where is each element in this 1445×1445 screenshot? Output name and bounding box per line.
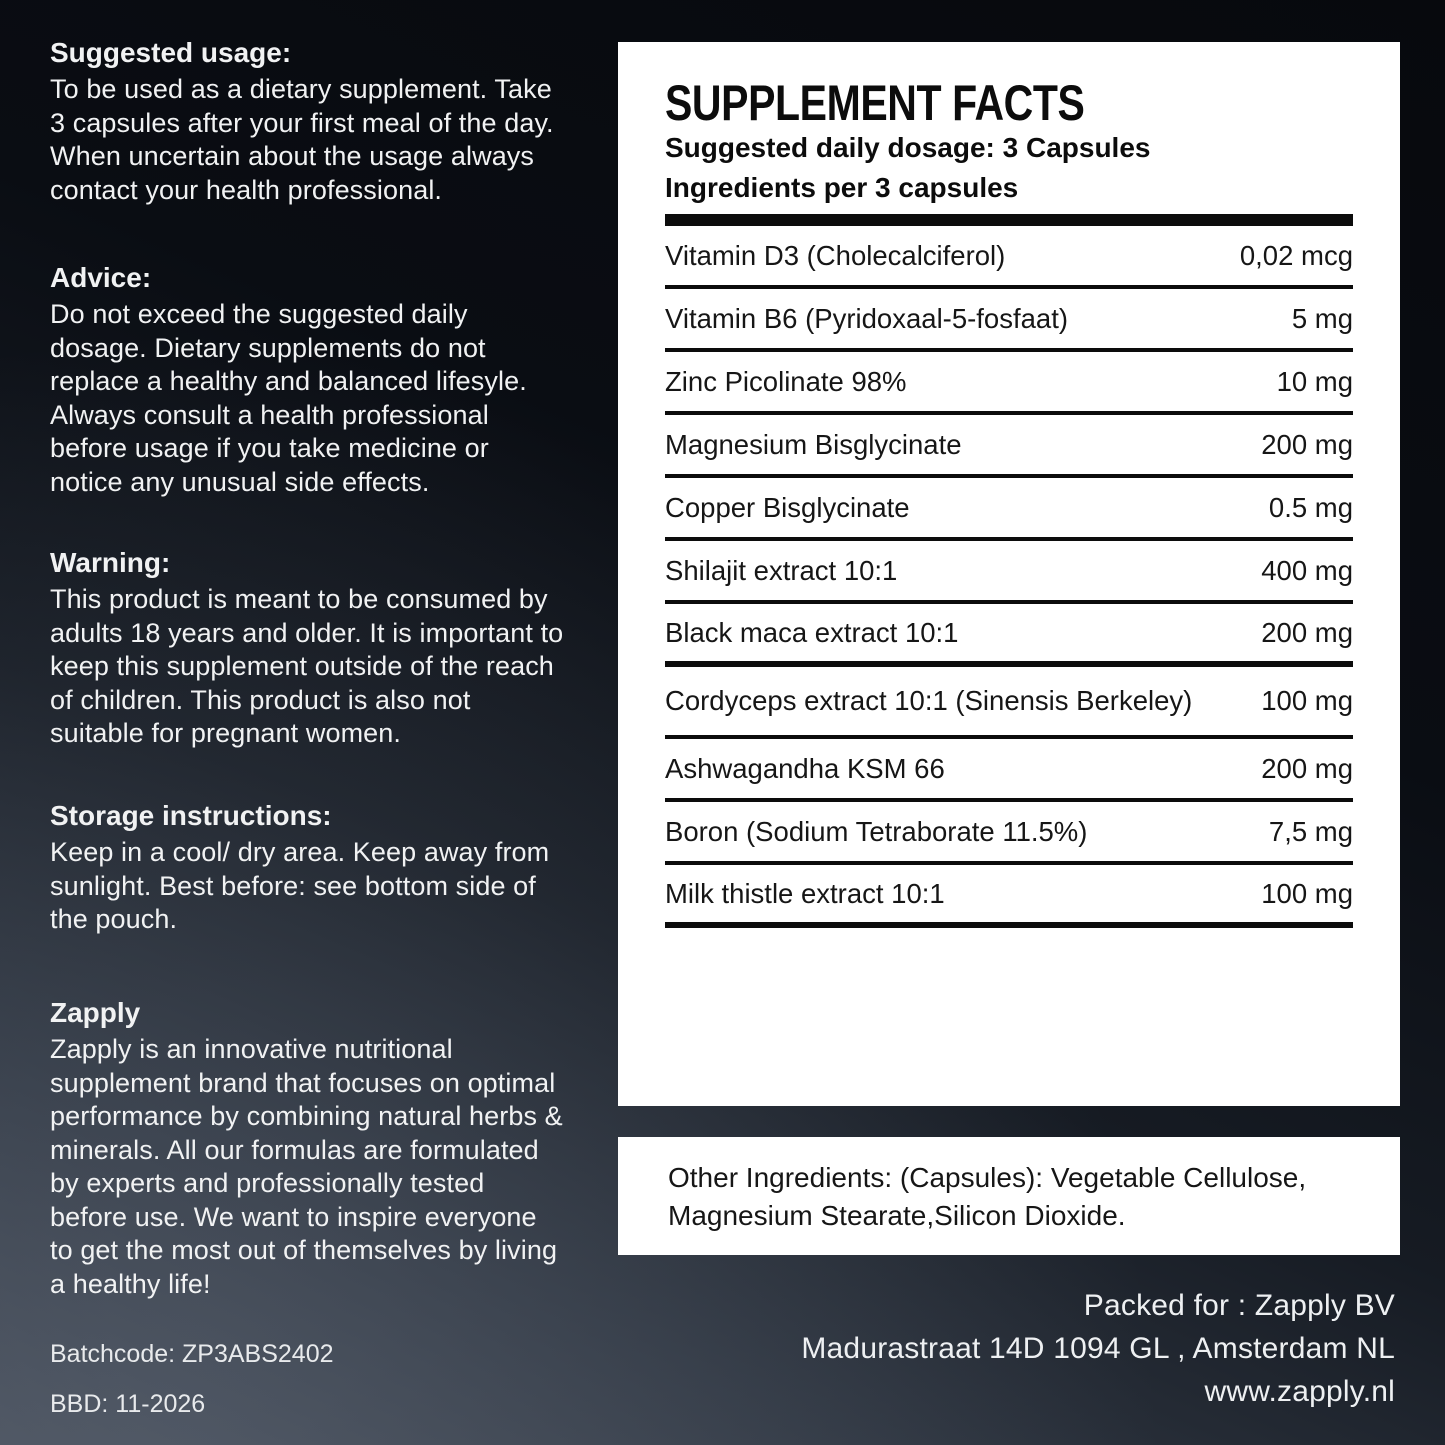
ingredient-row	[665, 478, 1353, 541]
ingredient-row	[665, 865, 1353, 928]
ingredient-name: Shilajit extract 10:1	[665, 554, 898, 586]
ingredient-row	[665, 739, 1353, 802]
ingredient-name: Boron (Sodium Tetraborate 11.5%)	[665, 815, 1088, 847]
address-line: Madurastraat 14D 1094 GL , Amsterdam NL	[801, 1332, 1395, 1365]
section-advice	[50, 261, 564, 499]
ingredient-name: Copper Bisglycinate	[665, 491, 910, 523]
section-heading: Warning:	[50, 547, 171, 578]
dosage-line: Suggested daily dosage: 3 Capsules	[665, 132, 1151, 163]
section-warning	[50, 546, 564, 751]
ingredient-amount: 100 mg	[1261, 685, 1353, 716]
facts-title: SUPPLEMENT FACTS	[665, 75, 1085, 131]
section-heading: Storage instructions:	[50, 800, 332, 831]
ingredient-amount: 10 mg	[1276, 365, 1353, 397]
other-ingredients-text: Other Ingredients: (Capsules): Vegetable Cellulose, Magnesium Stearate,Silicon Dioxide.	[668, 1162, 1307, 1231]
ingredient-row	[665, 289, 1353, 352]
ingredient-name: Ashwagandha KSM 66	[665, 752, 945, 784]
ingredient-name: Magnesium Bisglycinate	[665, 428, 962, 460]
other-ingredients-panel	[618, 1137, 1400, 1255]
per-capsules-line: Ingredients per 3 capsules	[665, 172, 1019, 203]
ingredient-name: Vitamin B6 (Pyridoxaal-5-fosfaat)	[665, 302, 1068, 334]
table-header-bar	[665, 214, 1353, 226]
ingredient-row	[665, 352, 1353, 415]
ingredient-row	[665, 415, 1353, 478]
ingredient-name: Cordyceps extract 10:1 (Sinensis Berkeley)	[665, 685, 1193, 716]
section-heading: Suggested usage:	[50, 37, 292, 68]
ingredient-amount: 200 mg	[1261, 616, 1353, 648]
ingredient-amount: 200 mg	[1261, 752, 1353, 784]
ingredient-amount: 7,5 mg	[1268, 815, 1353, 847]
ingredient-amount: 100 mg	[1261, 877, 1353, 909]
ingredient-row	[665, 802, 1353, 865]
batchcode-text: Batchcode: ZP3ABS2402	[50, 1340, 334, 1368]
ingredient-row	[665, 604, 1353, 667]
section-body: Do not exceed the suggested daily dosage. Dietary supplements do not replace a healthy and balanced lifesyle. Always consult a health professional before usage if you take medicine or notice any unusual side effects.	[50, 299, 527, 497]
section-body: Zapply is an innovative nutritional supplement brand that focuses on optimal performance by combining natural herbs & minerals. All our formulas are formulated by experts and professionally tested before use. We want to inspire everyone to get the most out of themselves by living a healthy life!	[50, 1034, 563, 1299]
ingredient-amount: 0.5 mg	[1268, 491, 1353, 523]
ingredient-amount: 400 mg	[1261, 554, 1353, 586]
packer-address	[801, 1284, 1395, 1413]
ingredient-name: Zinc Picolinate 98%	[665, 365, 907, 397]
section-storage-instructions	[50, 799, 564, 937]
ingredient-row	[665, 541, 1353, 604]
website-text: www.zapply.nl	[1204, 1375, 1395, 1408]
section-body: To be used as a dietary supplement. Take 3 capsules after your first meal of the day. When uncertain about the usage always contact your health professional.	[50, 74, 554, 205]
supplement-facts-panel	[618, 42, 1400, 1106]
section-heading: Advice:	[50, 262, 152, 293]
ingredient-amount: 0,02 mcg	[1239, 239, 1353, 271]
ingredient-amount: 200 mg	[1261, 428, 1353, 460]
ingredient-row	[665, 667, 1353, 739]
bbd-text: BBD: 11-2026	[50, 1390, 206, 1418]
section-body: Keep in a cool/ dry area. Keep away from sunlight. Best before: see bottom side of the pouch.	[50, 837, 550, 934]
ingredient-name: Vitamin D3 (Cholecalciferol)	[665, 239, 1006, 271]
ingredients-table	[665, 226, 1353, 928]
ingredient-name: Black maca extract 10:1	[665, 616, 959, 648]
section-heading: Zapply	[50, 997, 141, 1028]
section-body: This product is meant to be consumed by adults 18 years and older. It is important to keep this supplement outside of the reach of children. This product is also not suitable for pregnant women.	[50, 584, 564, 748]
ingredient-row	[665, 226, 1353, 289]
section-zapply-brand	[50, 996, 564, 1301]
packed-for-line: Packed for : Zapply BV	[1083, 1289, 1395, 1322]
section-suggested-usage	[50, 36, 564, 207]
ingredient-amount: 5 mg	[1291, 302, 1353, 334]
ingredient-name: Milk thistle extract 10:1	[665, 877, 945, 909]
